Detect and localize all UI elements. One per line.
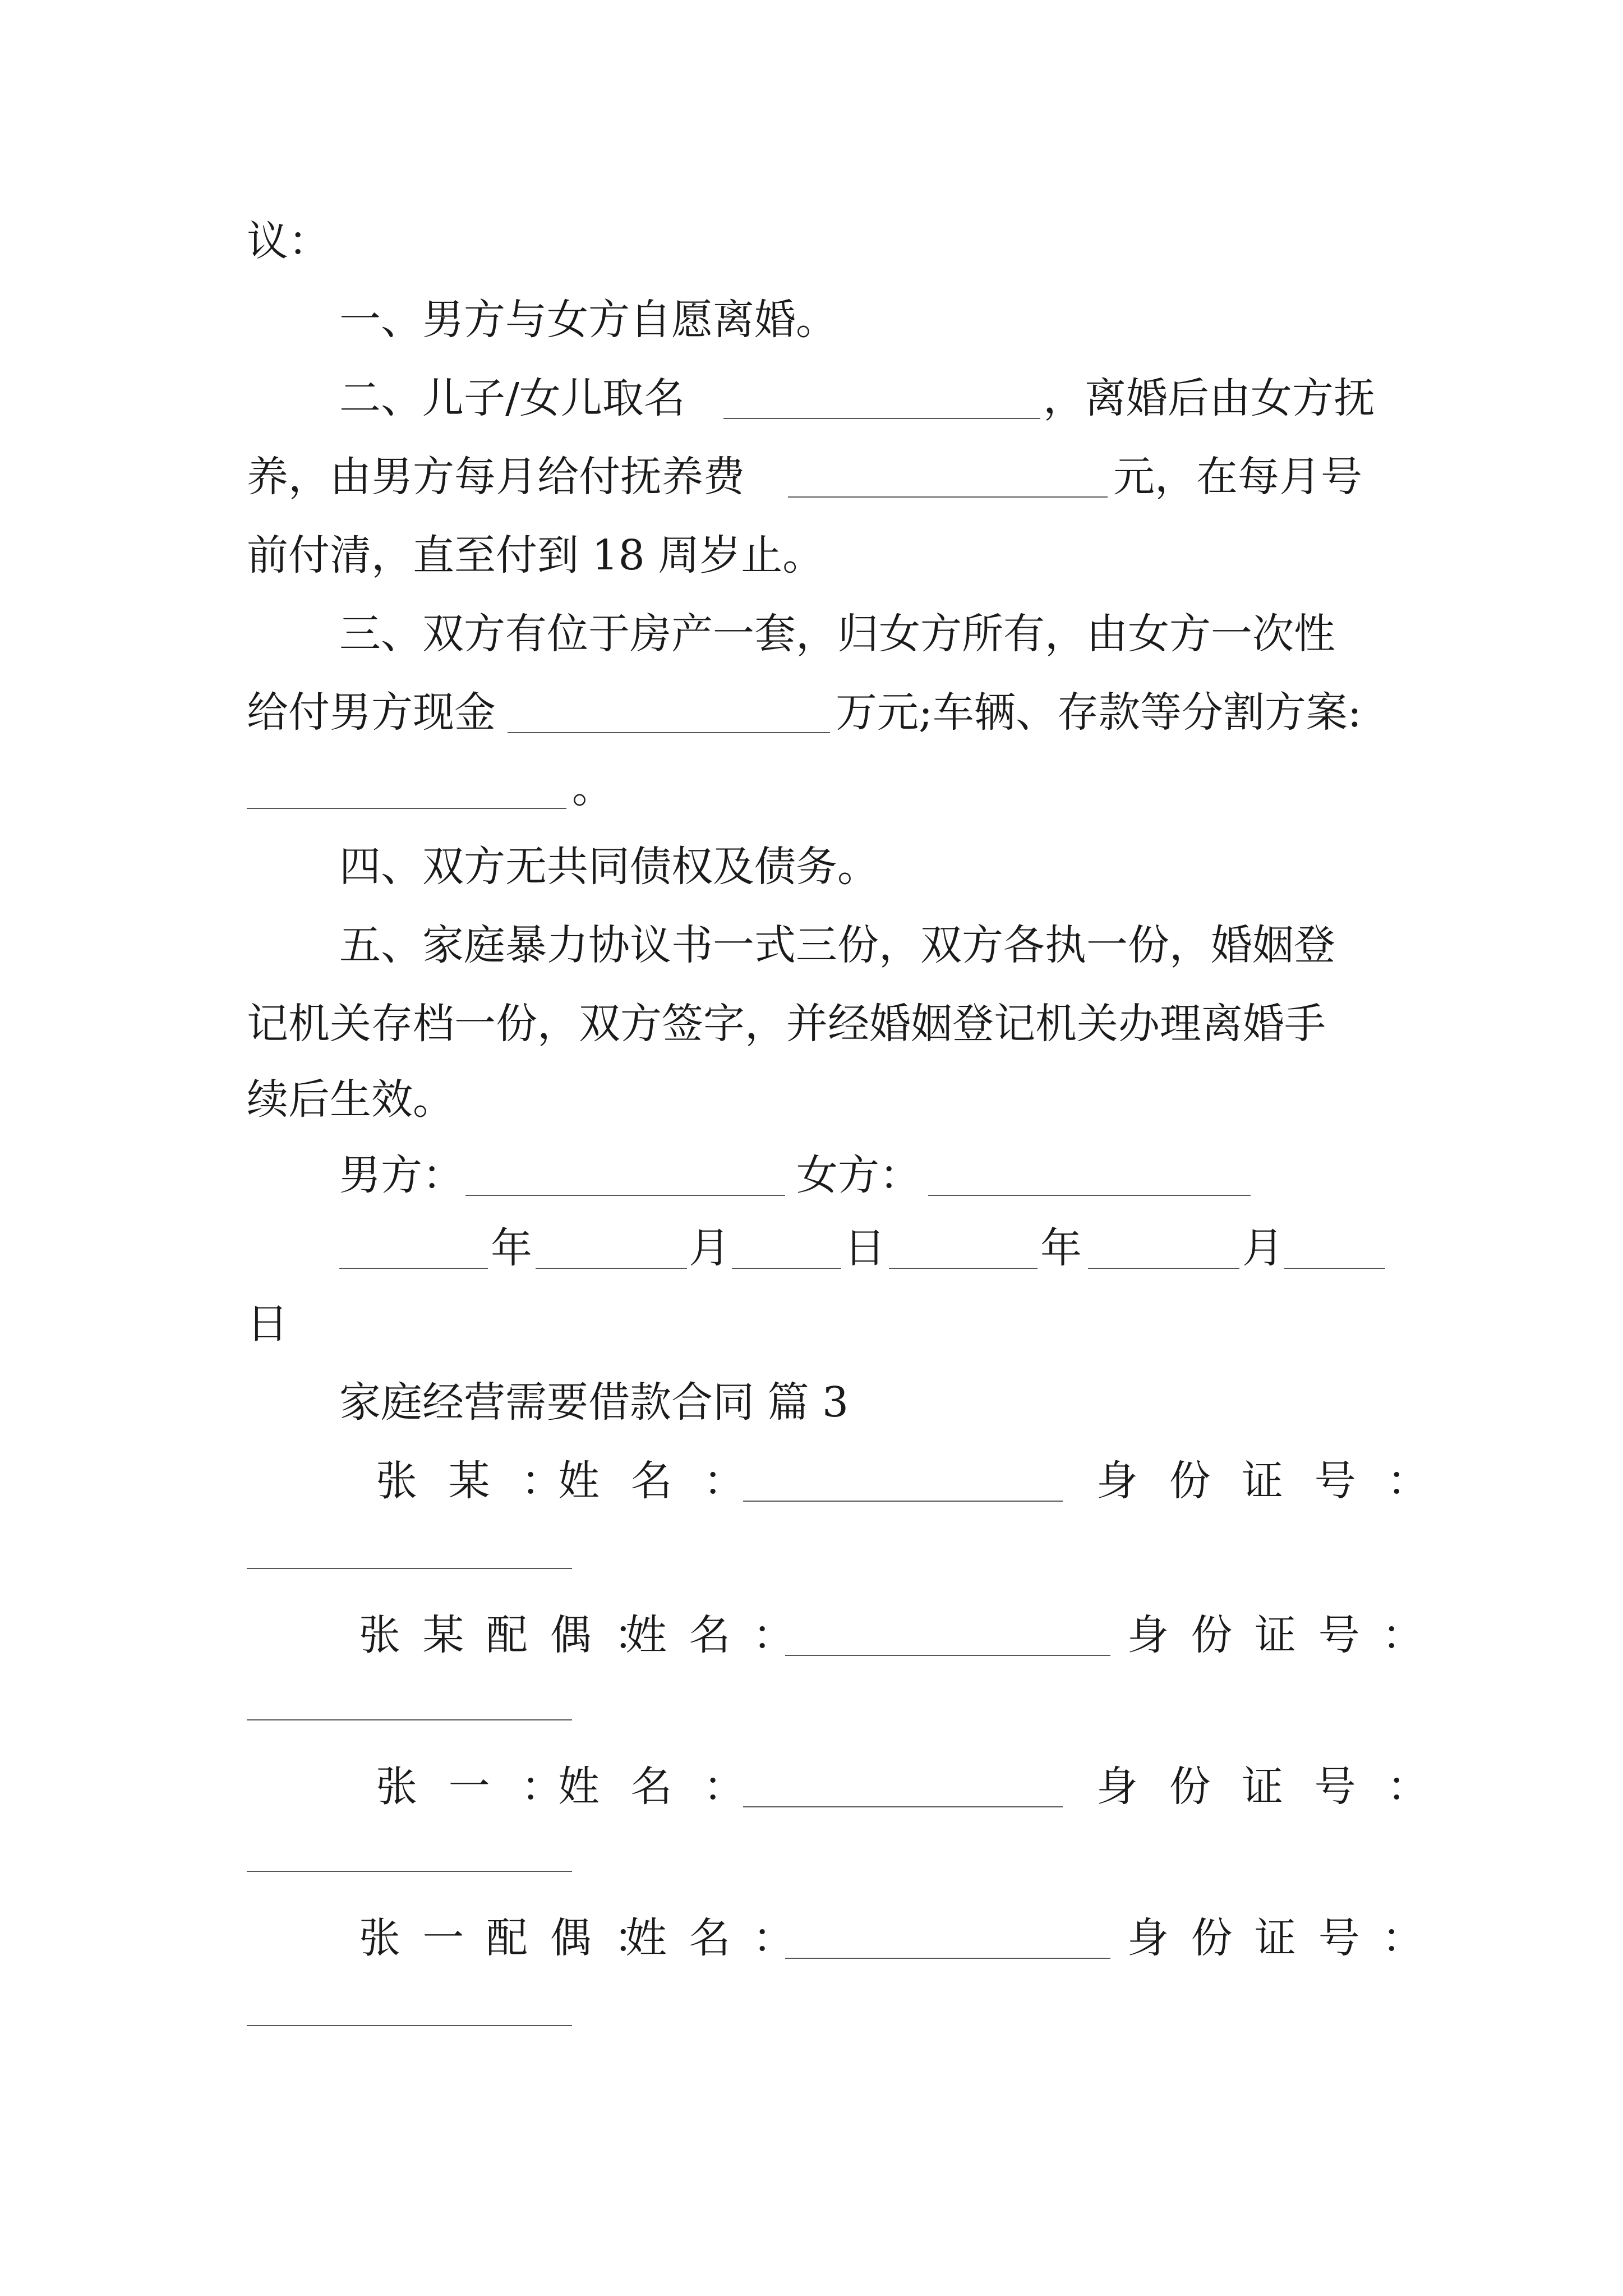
party-4-id-label: 身 份 证 号 ： bbox=[1127, 1914, 1428, 1962]
party-4-role: 张 一 配 偶 ： bbox=[359, 1914, 660, 1962]
party-4-name-label: 姓 名 ： bbox=[625, 1914, 799, 1962]
clause-1: 一、男方与女方自愿离婚。 bbox=[339, 296, 837, 344]
party-2-id-blank bbox=[247, 1719, 572, 1720]
clause-2-mid: ，离婚后由女方抚 bbox=[1043, 374, 1375, 422]
party-1-role: 张 某 ： bbox=[376, 1457, 572, 1505]
clause-2-line3: 前付清，直至付到 18 周岁止。 bbox=[247, 531, 824, 579]
day-blank-1 bbox=[732, 1268, 841, 1269]
party-2-name-label: 姓 名 ： bbox=[625, 1611, 799, 1659]
party-1-id-blank bbox=[247, 1568, 572, 1569]
party-3-id-label: 身 份 证 号 ： bbox=[1096, 1763, 1438, 1811]
clause-4: 四、双方无共同债权及债务。 bbox=[339, 843, 879, 891]
party-3-name-blank bbox=[743, 1806, 1063, 1807]
month-label-2: 月 bbox=[1242, 1224, 1284, 1272]
party-3-id-blank bbox=[247, 1871, 572, 1872]
clause-2-line2-mid: 元，在每月号 bbox=[1113, 453, 1362, 501]
section-3-title: 家庭经营需要借款合同 篇 3 bbox=[339, 1378, 849, 1427]
clause-3-line2-suffix: 万元;车辆、存款等分割方案: bbox=[836, 688, 1362, 737]
clause-2-prefix: 二、儿子/女儿取名 bbox=[339, 374, 685, 422]
clause-3-line3-suffix: 。 bbox=[572, 764, 614, 812]
cash-amount-blank bbox=[508, 732, 830, 733]
party-1-name-label: 姓 名 ： bbox=[558, 1457, 754, 1505]
party-1-name-blank bbox=[743, 1501, 1063, 1502]
party-4-id-blank bbox=[247, 2025, 572, 2026]
year-blank-2 bbox=[889, 1268, 1038, 1269]
support-fee-blank bbox=[788, 496, 1108, 498]
clause-3-line2-prefix: 给付男方现金 bbox=[247, 688, 496, 737]
clause-5-line1: 五、家庭暴力协议书一式三份，双方各执一份，婚姻登 bbox=[339, 921, 1335, 969]
day-blank-2 bbox=[1284, 1268, 1385, 1269]
day-label-1: 日 bbox=[844, 1224, 886, 1272]
female-label: 女方： bbox=[796, 1151, 921, 1199]
party-3-name-label: 姓 名 ： bbox=[558, 1763, 754, 1811]
party-2-name-blank bbox=[785, 1655, 1110, 1656]
year-label-2: 年 bbox=[1040, 1224, 1082, 1272]
month-blank-1 bbox=[536, 1268, 687, 1269]
intro-text: 议： bbox=[247, 217, 330, 265]
clause-5-line3: 续后生效。 bbox=[247, 1075, 454, 1124]
party-4-name-blank bbox=[785, 1958, 1110, 1959]
party-2-id-label: 身 份 证 号 ： bbox=[1127, 1611, 1428, 1659]
month-blank-2 bbox=[1088, 1268, 1239, 1269]
clause-2-line2-prefix: 养，由男方每月给付抚养费 bbox=[247, 453, 745, 501]
male-label: 男方： bbox=[339, 1151, 464, 1199]
year-label-1: 年 bbox=[491, 1224, 532, 1272]
party-1-id-label: 身 份 证 号 ： bbox=[1096, 1457, 1438, 1505]
clause-5-line2: 记机关存档一份，双方签字，并经婚姻登记机关办理离婚手 bbox=[247, 1000, 1326, 1048]
child-name-blank bbox=[723, 418, 1040, 419]
male-signature-blank bbox=[465, 1195, 785, 1196]
female-signature-blank bbox=[928, 1195, 1251, 1196]
party-3-role: 张 一 ： bbox=[376, 1763, 572, 1811]
day-label-2: 日 bbox=[247, 1300, 288, 1348]
clause-3-line1: 三、双方有位于房产一套，归女方所有，由女方一次性 bbox=[339, 610, 1335, 658]
month-label-1: 月 bbox=[689, 1224, 730, 1272]
year-blank-1 bbox=[339, 1268, 488, 1269]
party-2-role: 张 某 配 偶 ： bbox=[359, 1611, 660, 1659]
division-plan-blank bbox=[247, 808, 566, 809]
